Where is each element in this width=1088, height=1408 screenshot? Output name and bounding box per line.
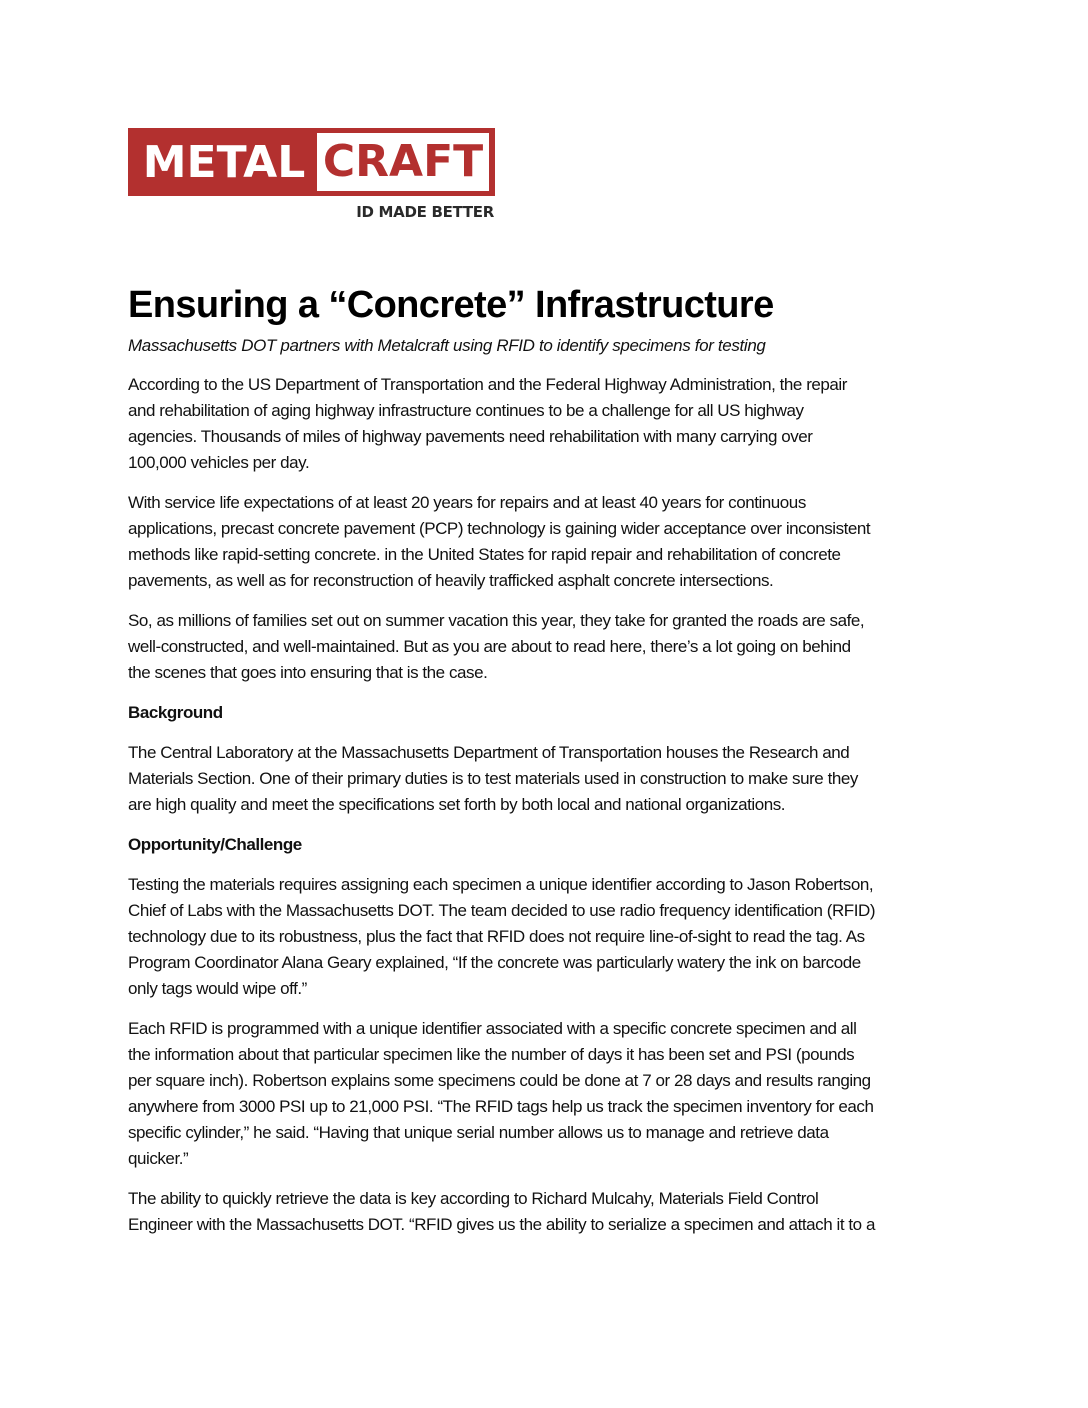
text-line: agencies. Thousands of miles of highway pavements need rehabilitation with many carrying over [128, 427, 813, 446]
text-line: only tags would wipe off.” [128, 979, 307, 998]
logo-word-metal: METAL [142, 137, 306, 188]
text-line: anywhere from 3000 PSI up to 21,000 PSI. “The RFID tags help us track the specimen inventory for each [128, 1097, 874, 1116]
text-line: quicker.” [128, 1149, 189, 1168]
text-line: are high quality and meet the specifications set forth by both local and national organizations. [128, 795, 786, 814]
text-line: Each RFID is programmed with a unique identifier associated with a specific concrete specimen and all [128, 1019, 857, 1038]
paragraph-summer [128, 608, 970, 686]
text-line: The ability to quickly retrieve the data is key according to Richard Mulcahy, Materials Field Control [128, 1189, 819, 1208]
section-heading-opportunity: Opportunity/Challenge [128, 835, 302, 854]
text-line: Engineer with the Massachusetts DOT. “RFID gives us the ability to serialize a specimen and attach it to a [128, 1215, 875, 1234]
text-line: the scenes that goes into ensuring that is the case. [128, 663, 488, 682]
logo-red-bar [128, 128, 495, 196]
logo-craft-box [317, 133, 489, 191]
paragraph-background [128, 740, 970, 818]
article-body [128, 372, 970, 1252]
text-line: So, as millions of families set out on summer vacation this year, they take for granted the roads are safe, [128, 611, 865, 630]
text-line: Materials Section. One of their primary duties is to test materials used in construction to make sure they [128, 769, 858, 788]
paragraph-intro [128, 372, 970, 476]
text-line: With service life expectations of at least 20 years for repairs and at least 40 years for continuous [128, 493, 806, 512]
article-subtitle: Massachusetts DOT partners with Metalcraft using RFID to identify specimens for testing [128, 336, 766, 355]
text-line: well-constructed, and well-maintained. But as you are about to read here, there’s a lot going on behind [128, 637, 851, 656]
paragraph-rfid-programming [128, 1016, 970, 1172]
text-line: methods like rapid-setting concrete. in the United States for rapid repair and rehabilitation of concrete [128, 545, 841, 564]
text-line: pavements, as well as for reconstruction of heavily trafficked asphalt concrete intersections. [128, 571, 774, 590]
text-line: technology due to its robustness, plus the fact that RFID does not require line-of-sight to read the tag. As [128, 927, 865, 946]
section-heading-background: Background [128, 703, 223, 722]
text-line: According to the US Department of Transportation and the Federal Highway Administration, the repair [128, 375, 847, 394]
text-line: specific cylinder,” he said. “Having that unique serial number allows us to manage and retrieve data [128, 1123, 829, 1142]
logo-word-craft: CRAFT [322, 136, 484, 187]
text-line: 100,000 vehicles per day. [128, 453, 310, 472]
text-line: Chief of Labs with the Massachusetts DOT. The team decided to use radio frequency identification (RFID) [128, 901, 876, 920]
metalcraft-logo [128, 128, 495, 223]
text-line: The Central Laboratory at the Massachusetts Department of Transportation houses the Research and [128, 743, 850, 762]
text-line: per square inch). Robertson explains some specimens could be done at 7 or 28 days and results ranging [128, 1071, 871, 1090]
paragraph-retrieve-data [128, 1186, 970, 1238]
text-line: the information about that particular specimen like the number of days it has been set and PSI (pounds [128, 1045, 855, 1064]
text-line: applications, precast concrete pavement (PCP) technology is gaining wider acceptance over inconsistent [128, 519, 871, 538]
paragraph-pcp [128, 490, 970, 594]
text-line: and rehabilitation of aging highway infrastructure continues to be a challenge for all US highway [128, 401, 804, 420]
text-line: Testing the materials requires assigning each specimen a unique identifier according to Jason Robertson, [128, 875, 874, 894]
article-title: Ensuring a “Concrete” Infrastructure [128, 284, 774, 326]
logo-tagline: ID MADE BETTER [356, 203, 494, 221]
paragraph-testing [128, 872, 970, 1002]
text-line: Program Coordinator Alana Geary explained, “If the concrete was particularly watery the ink on barcode [128, 953, 861, 972]
